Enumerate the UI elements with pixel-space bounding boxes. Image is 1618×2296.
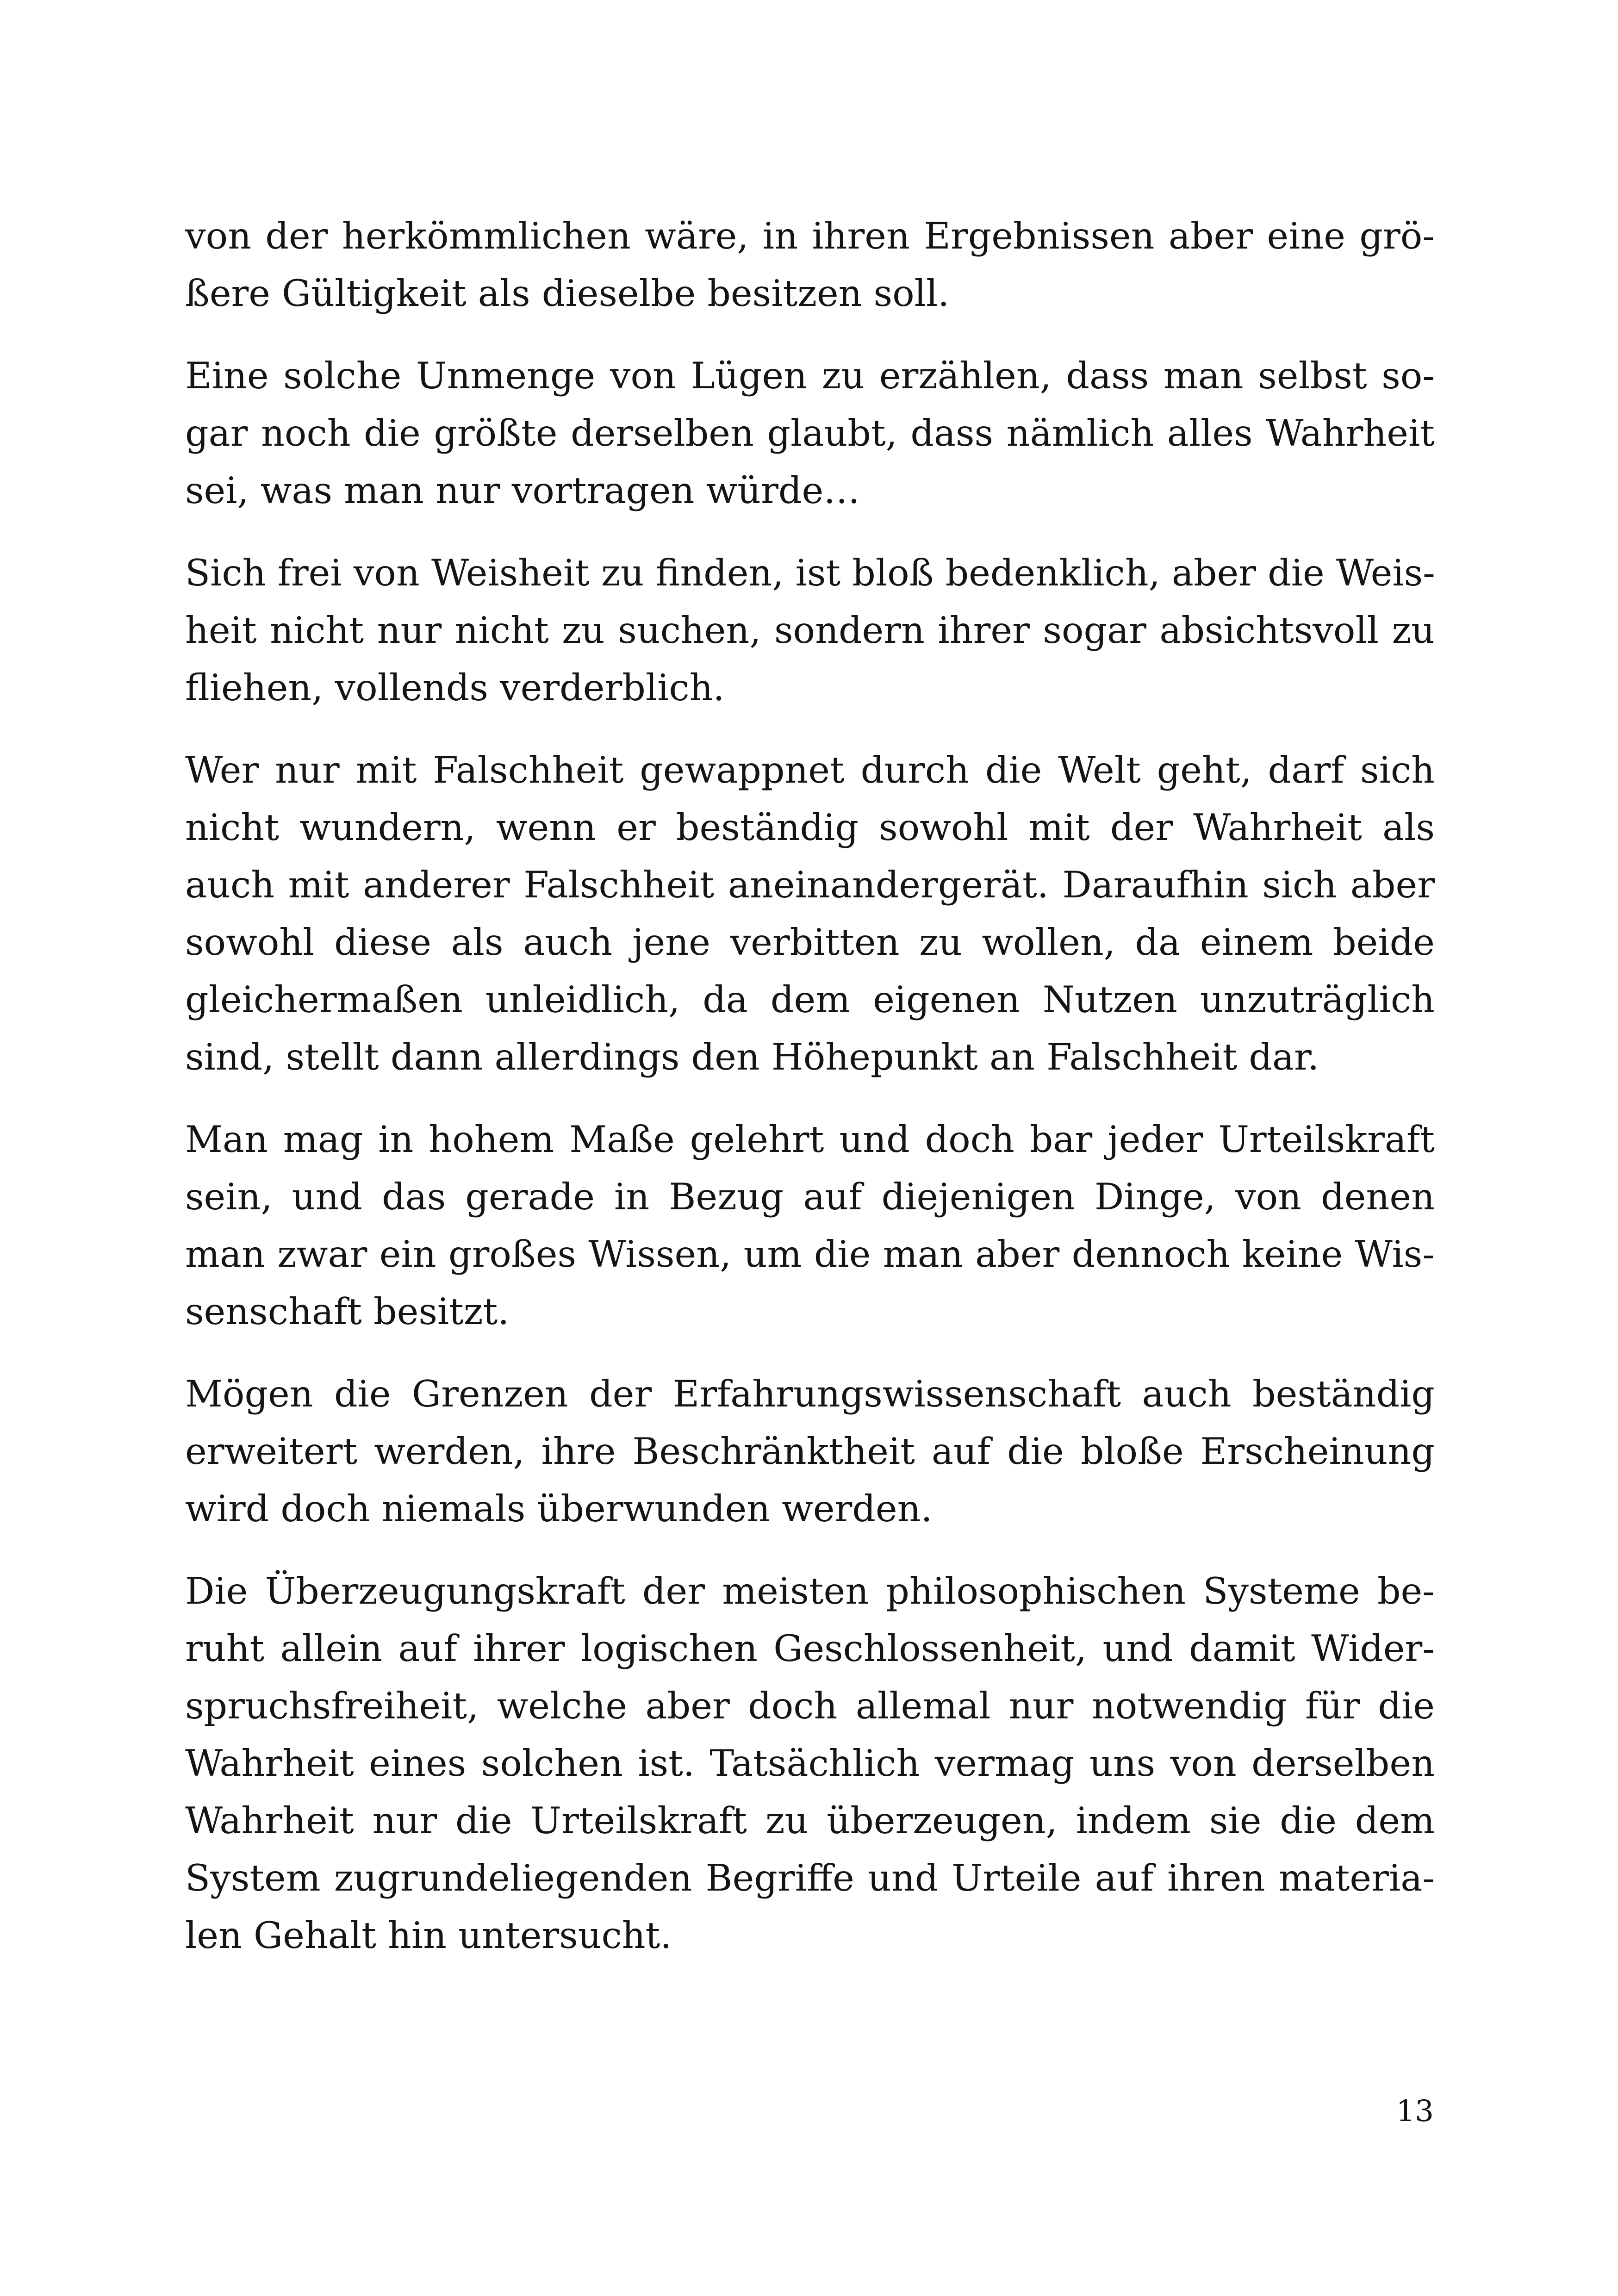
text-line: ßere Gültigkeit als dieselbe besitzen soll. <box>185 272 950 315</box>
paragraph <box>185 1562 1435 1964</box>
text-line: heit nicht nur nicht zu suchen, sondern ihrer sogar absichtsvoll zu <box>185 609 1435 652</box>
text-line: sein, und das gerade in Bezug auf diejenigen Dinge, von denen <box>185 1176 1435 1218</box>
text-line: sei, was man nur vortragen würde… <box>185 469 860 512</box>
text-line: Die Überzeugungskraft der meisten philosophischen Systeme be- <box>185 1570 1435 1612</box>
text-line: wird doch niemals überwunden werden. <box>185 1487 933 1530</box>
paragraph <box>185 1111 1435 1340</box>
text-line: Wahrheit eines solchen ist. Tatsächlich vermag uns von derselben <box>185 1742 1435 1785</box>
text-line: Mögen die Grenzen der Erfahrungswissenschaft auch beständig <box>185 1373 1435 1415</box>
text-line: erweitert werden, ihre Beschränktheit auf die bloße Erscheinung <box>185 1430 1435 1473</box>
text-line: Eine solche Unmenge von Lügen zu erzählen, dass man selbst so- <box>185 355 1435 397</box>
text-line: Sich frei von Weisheit zu finden, ist bloß bedenklich, aber die Weis- <box>185 552 1435 594</box>
text-line: nicht wundern, wenn er beständig sowohl mit der Wahrheit als <box>185 806 1435 849</box>
text-line: System zugrundeliegenden Begriffe und Urteile auf ihren materia- <box>185 1857 1435 1899</box>
text-line: gleichermaßen unleidlich, da dem eigenen Nutzen unzuträglich <box>185 978 1435 1021</box>
page-number: 13 <box>1396 2094 1434 2128</box>
paragraph <box>185 741 1435 1086</box>
text-line: fliehen, vollends verderblich. <box>185 666 725 709</box>
text-line: ruht allein auf ihrer logischen Geschlossenheit, und damit Wider- <box>185 1627 1435 1670</box>
paragraph <box>185 1365 1435 1537</box>
body-text <box>185 207 1435 1989</box>
text-line: Wahrheit nur die Urteilskraft zu überzeugen, indem sie die dem <box>185 1799 1435 1842</box>
text-line: von der herkömmlichen wäre, in ihren Ergebnissen aber eine grö- <box>185 215 1435 257</box>
text-line: senschaft besitzt. <box>185 1290 510 1333</box>
text-line: Man mag in hohem Maße gelehrt und doch bar jeder Urteilskraft <box>185 1118 1435 1161</box>
text-line: sowohl diese als auch jene verbitten zu wollen, da einem beide <box>185 921 1435 964</box>
paragraph <box>185 207 1435 322</box>
text-line: spruchsfreiheit, welche aber doch allemal nur notwendig für die <box>185 1685 1435 1727</box>
paragraph <box>185 347 1435 519</box>
text-line: Wer nur mit Falschheit gewappnet durch die Welt geht, darf sich <box>185 749 1435 791</box>
paragraph <box>185 544 1435 716</box>
text-line: len Gehalt hin untersucht. <box>185 1914 672 1957</box>
text-line: sind, stellt dann allerdings den Höhepunkt an Falschheit dar. <box>185 1036 1319 1078</box>
text-line: auch mit anderer Falschheit aneinandergerät. Daraufhin sich aber <box>185 864 1435 906</box>
text-line: man zwar ein großes Wissen, um die man aber dennoch keine Wis- <box>185 1233 1435 1276</box>
text-line: gar noch die größte derselben glaubt, dass nämlich alles Wahrheit <box>185 412 1435 454</box>
